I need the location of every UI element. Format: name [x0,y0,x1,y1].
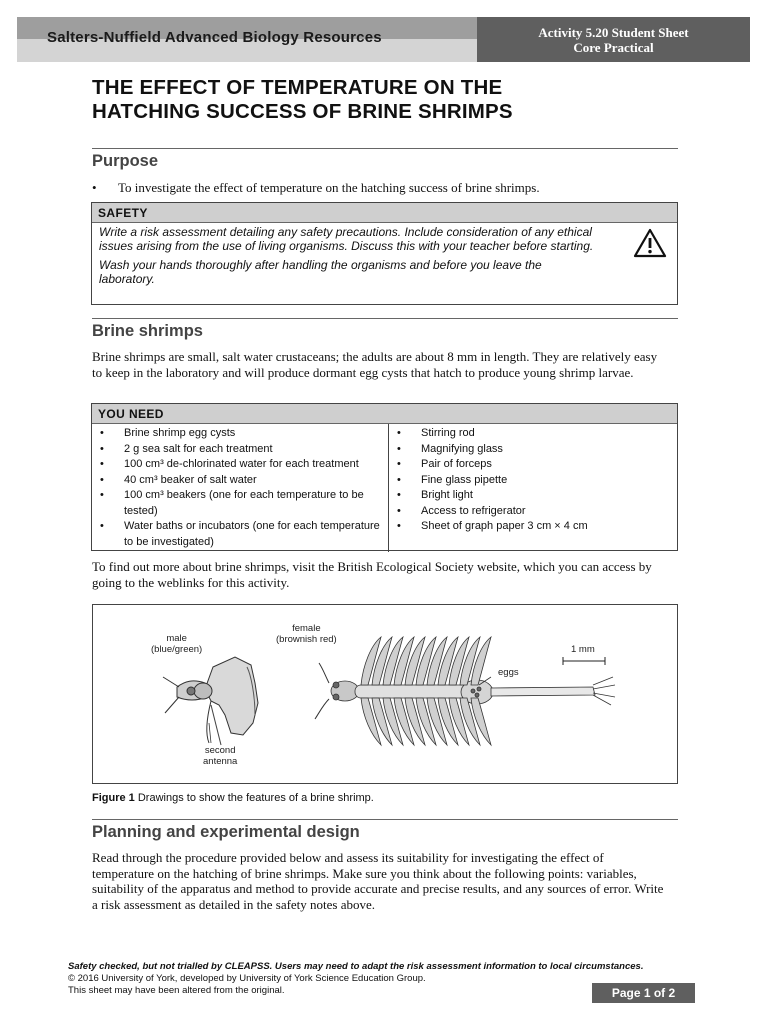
activity-badge [477,17,750,62]
list-item: • Sheet of graph paper 3 cm × 4 cm [397,520,588,532]
figure-box [92,604,678,784]
planning-heading: Planning and experimental design [92,823,360,841]
header-title: Salters-Nuffield Advanced Biology Resources [47,29,382,46]
list-item: • 40 cm³ beaker of salt water [100,473,257,486]
list-item: • Brine shrimp egg cysts [100,427,236,439]
footer-safety-note: Safety checked, but not trialled by CLEAPSS. Users may need to adapt the risk assessment information to local circumstances. [68,961,644,972]
page-header [17,17,750,62]
list-item: • 2 g sea salt for each treatment [100,442,273,455]
you-need-box [91,403,678,551]
purpose-bullet: • To investigate the effect of temperature on the hatching success of brine shrimps. [92,180,540,195]
divider [92,318,678,319]
male-shrimp-drawing [163,657,258,745]
activity-line-2: Core Practical [573,40,654,55]
footer-copyright: © 2016 University of York, developed by University of York Science Education Group. [68,973,426,984]
safety-heading: SAFETY [92,203,677,223]
warning-triangle-icon [633,228,667,258]
footer-altered-note: This sheet may have been altered from the original. [68,985,285,996]
purpose-heading: Purpose [92,152,159,170]
purpose-text: To investigate the effect of temperature on the hatching success of brine shrimps. [118,180,540,195]
female-label: female (brownish red) [276,623,337,645]
list-item: • Fine glass pipette [397,473,508,486]
page-footer [68,961,643,997]
list-item: • Bright light [397,489,473,501]
brine-heading: Brine shrimps [92,322,203,340]
brine-shrimp-illustration [93,605,679,785]
page-number: Page 1 of 2 [592,983,695,1003]
page-title: THE EFFECT OF TEMPERATURE ON THE HATCHING SUCCESS OF BRINE SHRIMPS [92,76,513,123]
planning-paragraph: Read through the procedure provided below and assess its suitability for investigating the effect of temperature on the hatching of brine shrimps. Make sure you think about the following points: variables, suitability of the apparatus and method to provide accurate and precise results, and any sources of error. Write a risk assessment as detailed in the safety notes above. [92,850,664,912]
safety-paragraph-2: Wash your hands thoroughly after handling the organisms and before you leave the laboratory. [99,258,542,286]
activity-line-1: Activity 5.20 Student Sheet [538,25,689,40]
safety-box [91,202,678,305]
safety-paragraph-1: Write a risk assessment detailing any safety precautions. Include consideration of any ethical issues arising from the use of living organisms. Discuss this with your teacher before starting. [99,225,594,253]
divider [92,148,678,149]
list-item: • Stirring rod [397,427,475,439]
scale-bar [563,657,605,665]
male-label: male (blue/green) [151,633,203,655]
list-item: • Access to refrigerator [397,504,526,517]
brine-paragraph: Brine shrimps are small, salt water crustaceans; the adults are about 8 mm in length. They are relatively easy to keep in the laboratory and will produce dormant egg cysts that hatch to produce young shrimp larvae. [92,349,658,380]
you-need-heading: YOU NEED [92,404,677,424]
divider [92,819,678,820]
list-item: • Pair of forceps [397,458,492,470]
list-item: • 100 cm³ de-chlorinated water for each treatment [100,458,359,470]
list-item: • Magnifying glass [397,442,503,455]
you-need-left-list [92,424,389,552]
list-item: • 100 cm³ beakers (one for each temperature to be tested) [100,489,364,517]
antenna-label: second antenna [203,745,238,767]
scale-label: 1 mm [571,644,595,655]
list-item: • Water baths or incubators (one for each temperature to be investigated) [100,520,380,548]
more-info-paragraph: To find out more about brine shrimps, visit the British Ecological Society website, which you can access by going to the weblinks for this activity. [92,559,652,590]
figure-caption: Figure 1 Drawings to show the features of a brine shrimp. [92,792,374,804]
you-need-right-list [389,424,677,552]
header-left-band [17,17,477,62]
eggs-label: eggs [498,667,519,678]
